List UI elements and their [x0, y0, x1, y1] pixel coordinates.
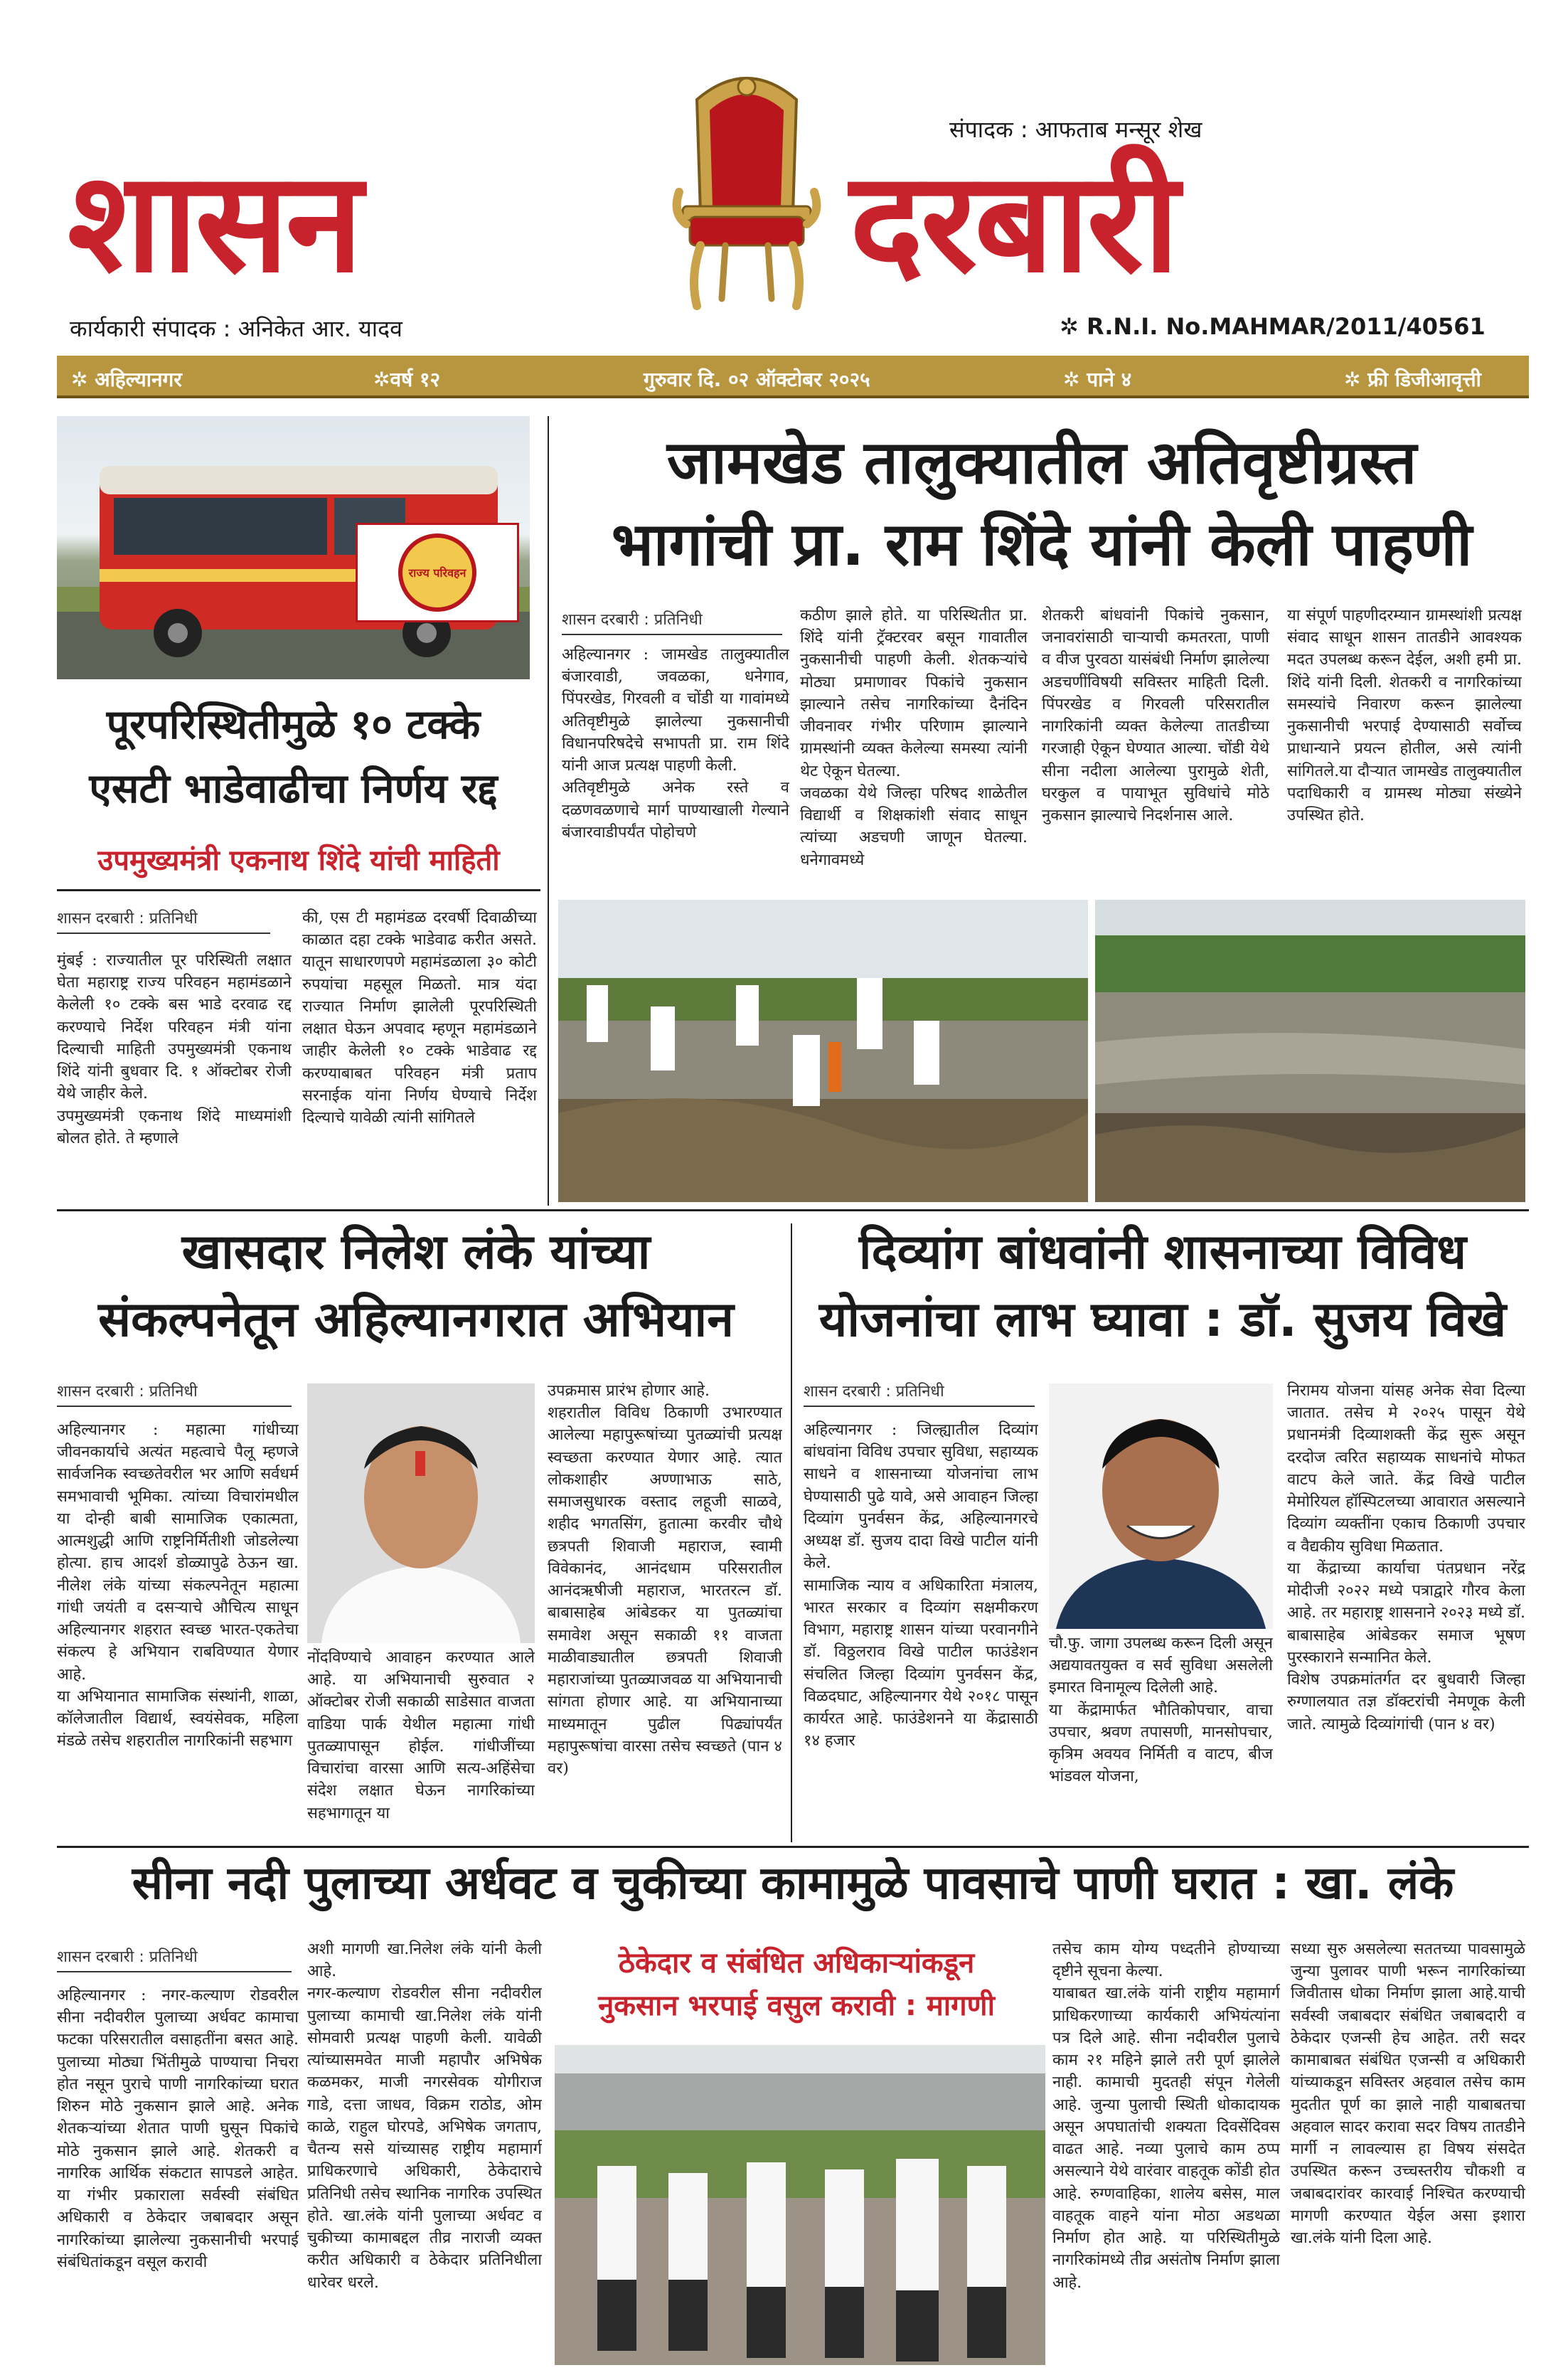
st-logo-badge — [356, 523, 519, 622]
editor-name: संपादक : आफताब मन्सूर शेख — [949, 116, 1202, 143]
story3-headline-line2: संकल्पनेतून अहिल्यानगरात अभियान — [98, 1292, 734, 1348]
info-city: ✲ अहिल्यानगर — [71, 368, 182, 391]
story5-col2: अशी मागणी खा.निलेश लंके यांनी केली आहे. नगर-कल्याण रोडवरील सीना नदीवरील पुलाच्या कामाची खा.निलेश लंके यांनी सोमवारी प्रत्यक्ष पाहणी केली. यावेळी त्यांच्यासमवेत माजी महापौर अभिषेक कळमकर, माजी नगरसेवक योगीराज गाडे, दत्ता जाधव, विक्रम राठोड, ओम काळे, राहुल घोरपडे, अभिषेक जगताप, चैतन्य ससे यांच्यासह राष्ट्रीय महामार्ग प्राधिकरणाचे अधिकारी, ठेकेदाराचे प्रतिनिधी तसेच स्थानिक नागरिक उपस्थित होते. खा.लंके यांनी पुलाच्या अर्धवट व चुकीच्या कामाबद्दल तीव्र नाराजी व्यक्त करीत अधिकारी व ठेकेदार प्रतिनिधीला धारेवर धरले. — [307, 1940, 542, 2292]
story4-headline-line1: दिव्यांग बांधवांनी शासनाच्या विविध — [858, 1224, 1467, 1280]
story1-col2: की, एस टी महामंडळ दरवर्षी दिवाळीच्या काळात दहा टक्के भाडेवाढ करीत असते. यातून साधारणपणे महामंडळाला ३० कोटी रुपयांचा महसूल मिळतो. मात्र यंदा राज्यात निर्माण झालेली पूरपरिस्थिती लक्षात घेऊन अपवाद म्हणून महामंडळाने जाहीर केलेली १० टक्के भाडेवाढ रद्द करण्याबाबत परिवहन मंत्री प्रताप सरनाईक यांना निर्णय घेण्याचे निर्देश दिल्याचे यावेळी त्यांनी सांगितले — [302, 909, 537, 1127]
story1-subhead: उपमुख्यमंत्री एकनाथ शिंदे यांची माहिती — [97, 844, 500, 877]
info-edition: ✲ फ्री डिजीआवृत्ती — [1344, 368, 1481, 391]
story4-col2: चौ.फु. जागा उपलब्ध करून दिली असून अद्ययावतयुक्त व सर्व सुविधा असलेली इमारत विनामूल्य दिलेली आहे. या केंद्रामार्फत भौतिकोपचार, वाचा उपचार, श्रवण तपासणी, मानसोपचार, कृत्रिम अवयव निर्मिती व वाटप, बीज भांडवल योजना, — [1049, 1635, 1273, 1786]
story5-subhead-line1: ठेकेदार व संबंधित अधिकाऱ्यांकडून — [618, 1947, 975, 1980]
story3-col1: अहिल्यानगर : महात्मा गांधीच्या जीवनकार्याचे अत्यंत महत्वाचे पैलू म्हणजे सार्वजनिक स्वच्छतेवरील भर आणि सर्वधर्म समभावाची भूमिका. त्यांच्या विचारांमधील या दोन्ही बाबी सामाजिक एकात्मता, आत्मशुद्धी आणि राष्ट्रनिर्मितीशी जोडलेल्या होत्या. हाच आदर्श डोळ्यापुढे ठेऊन खा. नीलेश लंके यांच्या संकल्पनेतून महात्मा गांधी जयंती व दसऱ्याचे औचित्य साधून अहिल्यानगर शहरात स्वच्छ भारत-एकतेचा संकल्प हे अभियान राबविण्यात येणार आहे. या अभियानात सामाजिक संस्थांनी, शाळा, कॉलेजातील विद्यार्थ, स्वयंसेवक, महिला मंडळे तसेच शहरातील नागरिकांनी सहभाग — [57, 1421, 299, 1751]
story3-byline: शासन दरबारी : प्रतिनिधी — [57, 1380, 292, 1407]
story5-col3: तसेच काम योग्य पध्दतीने होण्याच्या दृष्टीने सूचना केल्या. याबाबत खा.लंके यांनी राष्ट्रीय महामार्ग प्राधिकरणाच्या कार्यकारी अभियंत्यांना पत्र दिले आहे. सीना नदीवरील पुलाचे काम २१ महिने झाले तरी पूर्ण झालेले नाही. कामाची मुदतही संपून गेलेली आहे. जुन्या पुलाची स्थिती धोकादायक असून अपघातांची शक्यता दिवसेंदिवस वाढत आहे. नव्या पुलाचे काम ठप्प असल्याने येथे वारंवार वाहतूक कोंडी होत आहे. रुग्णवाहिका, शालेय बसेस, माल वाहतूक वाहने यांना मोठा अडथळा निर्माण होत आहे. या परिस्थितीमुळे नागरिकांमध्ये तीव्र असंतोष निर्माण झाला आहे. — [1052, 1940, 1280, 2292]
story5-col4: सध्या सुरु असलेल्या सततच्या पावसामुळे जुन्या पुलावर पाणी भरून नागरिकांच्या जिवीतास धोका निर्माण झाला आहे.याची सर्वस्वी जबाबदार संबंधित जबाबदारी व ठेकेदार एजन्सी हेच आहेत. तरी सदर कामाबाबत संबंधित एजन्सी व अधिकारी यांच्याकडून सविस्तर अहवाल तसेच काम मुदतीत पूर्ण का झाले नाही याबाबतचा अहवाल सादर करावा सदर विषय तातडीने मार्गी न लावल्यास हा विषय संसदेत उपस्थित करून उच्चस्तरीय चौकशी व जबाबदारांवर कारवाई निश्चित करण्याची मागणी करण्यात येईल असा इशारा खा.लंके यांनी दिला आहे. — [1291, 1940, 1525, 2248]
story5-byline: शासन दरबारी : प्रतिनिधी — [57, 1945, 292, 1972]
story5-subhead-line2: नुकसान भरपाई वसुल करावी : मागणी — [598, 1989, 995, 2022]
story2-col1: अहिल्यानगर : जामखेड तालुक्यातील बंजारवाडी, जवळका, धनेगाव, पिंपरखेड, गिरवली व चोंडी या गावांमध्ये अतिवृष्टीमुळे झालेल्या नुकसानीची विधानपरिषदेचे सभापती प्रा. राम शिंदे यांनी आज प्रत्यक्ष पाहणी केली. अतिवृष्टीमुळे अनेक रस्ते व दळणवळणाचे मार्ग पाण्याखाली गेल्याने बंजारवाडीपर्यंत पोहोचणे — [562, 646, 789, 841]
throne-chair-icon — [668, 71, 825, 313]
section-rule-1 — [57, 1209, 1529, 1211]
story3-col2: नोंदविण्याचे आवाहन करण्यात आले आहे. या अभियानाची सुरुवात २ ऑक्टोबर रोजी सकाळी साडेसात वाजता वाडिया पार्क येथील महात्मा गांधी पुतळ्यापासून होईल. गांधीजींच्या विचारांचा वारसा आणि सत्य-अहिंसेचा संदेश लक्षात घेऊन नागरिकांच्या सहभागातून या — [307, 1649, 535, 1822]
executive-editor: कार्यकारी संपादक : अनिकेत आर. यादव — [70, 315, 402, 342]
story1-headline-line2: एसटी भाडेवाढीचा निर्णय रद्द — [89, 765, 498, 812]
story5-headline: सीना नदी पुलाच्या अर्धवट व चुकीच्या कामामुळे पावसाचे पाणी घरात : खा. लंके — [132, 1857, 1454, 1910]
story4-col3: निरामय योजना यांसह अनेक सेवा दिल्या जातात. तसेच मे २०२५ पासून येथे प्रधानमंत्री दिव्याशक्ती केंद्र सुरू असून दरदोज त्वरित सहाय्यक साधनांचे मोफत वाटप केले जाते. केंद्र विखे पाटील मेमोरियल हॉस्पिटलच्या आवारात असल्याने दिव्यांग व्यक्तींना एकाच ठिकाणी उपचार व वैद्यकीय सुविधा मिळतात. या केंद्राच्या कार्याचा पंतप्रधान नरेंद्र मोदीजी २०२२ मध्ये पत्राद्वारे गौरव केला आहे. तर महाराष्ट्र शासनाने २०२३ मध्ये डॉ. बाबासाहेब आंबेडकर समाज भूषण पुरस्काराने सन्मानित केले. विशेष उपक्रमांतर्गत दर बुधवारी जिल्हा रुग्णालयात तज्ञ डॉक्टरांची नेमणूक केली जाते. त्यामुळे दिव्यांगांची (पान ४ वर) — [1287, 1382, 1525, 1733]
flood-river-photo — [1095, 900, 1525, 1202]
info-date: गुरुवार दि. ०२ ऑक्टोबर २०२५ — [644, 368, 870, 391]
story2-byline: शासन दरबारी : प्रतिनिधी — [562, 608, 782, 635]
story1-col1: मुंबई : राज्यातील पूर परिस्थिती लक्षात घेता महाराष्ट्र राज्य परिवहन महामंडळाने केलेली १० टक्के बस भाडे दरवाढ रद्द करण्याचे निर्देश परिवहन मंत्री यांना दिल्याची माहिती उपमुख्यमंत्री एकनाथ शिंदे यांनी बुधवार दि. १ ऑक्टोबर रोजी येथे जाहीर केले. उपमुख्यमंत्री एकनाथ शिंदे माध्यमांशी बोलत होते. ते म्हणाले — [57, 952, 292, 1147]
sujay-vikhe-photo — [1049, 1383, 1273, 1629]
story3-headline-line1: खासदार निलेश लंके यांच्या — [181, 1224, 651, 1280]
story2-col2: कठीण झाले होते. या परिस्थितीत प्रा. शिंदे यांनी ट्रॅक्टरवर बसून गावातील नुकसानीची पाहणी केली. शेतकऱ्यांचे मोठ्या प्रमाणावर पिकांचे नुकसान झाल्याने तसेच नागरिकांच्या दैनंदिन जीवनावर गंभीर परिणाम झाल्याने ग्रामस्थांनी व्यक्त केलेल्या समस्या त्यांनी थेट ऐकून घेतल्या. जवळका येथे जिल्हा परिषद शाळेतील विद्यार्थी व शिक्षकांशी संवाद साधून त्यांच्या अडचणी जाणून घेतल्या. धनेगावमध्ये — [800, 607, 1028, 869]
section-rule-2 — [57, 1846, 1529, 1848]
story4-col1: अहिल्यानगर : जिल्ह्यातील दिव्यांग बांधवांना विविध उपचार सुविधा, सहाय्यक साधने व शासनाच्या योजनांचा लाभ घेण्यासाठी पुढे यावे, असे आवाहन जिल्हा दिव्यांग पुनर्वसन केंद्र, अहिल्यानगरचे अध्यक्ष डॉ. सुजय दादा विखे पाटील यांनी केले. सामाजिक न्याय व अधिकारिता मंत्रालय, भारत सरकार व दिव्यांग सक्षमीकरण विभाग, महाराष्ट्र शासन यांच्या परवानगीने डॉ. विठ्ठलराव विखे पाटील फाउंडेशन संचलित जिल्हा दिव्यांग पुनर्वसन केंद्र, विळदघाट, अहिल्यानगर येथे २०१८ पासून कार्यरत आहे. फाउंडेशनने या केंद्रासाठी १४ हजार — [804, 1421, 1038, 1751]
nilesh-lanke-photo — [307, 1383, 535, 1643]
inspection-photo — [558, 900, 1088, 1202]
info-pages: ✲ पाने ४ — [1063, 368, 1132, 391]
story1-headline-line1: पूरपरिस्थितीमुळे १० टक्के — [106, 701, 481, 748]
story2-headline-line2: भागांची प्रा. राम शिंदे यांनी केली पाहणी — [611, 509, 1473, 579]
masthead-title-left: शासन — [68, 142, 361, 303]
story2-col4: या संपूर्ण पाहणीदरम्यान ग्रामस्थांशी प्रत्यक्ष संवाद साधून शासन तातडीने आवश्यक मदत उपलब्ध करून देईल, अशी हमी प्रा. शिंदे यांनी दिली. शेतकरी व नागरिकांच्या समस्यांचे निवारण करून झालेल्या नुकसानीची भरपाई देण्यासाठी सर्वोच्च प्राधान्याने प्रयत्न होतील, असे त्यांनी सांगितले.या दौऱ्यात जामखेड तालुक्यातील पदाधिकारी व ग्रामस्थ मोठ्या संख्येने उपस्थित होते. — [1287, 607, 1522, 825]
column-divider-mid — [791, 1223, 792, 1842]
bridge-inspection-photo — [555, 2045, 1045, 2365]
info-bar — [57, 356, 1529, 398]
story2-col3: शेतकरी बांधवांनी पिकांचे नुकसान, जनावरांसाठी चाऱ्याची कमतरता, पाणी व वीज पुरवठा यासंबंधी निर्माण झालेल्या अडचणींविषयी सविस्तर माहिती दिली. पिंपरखेड व गिरवली परिसरातील नागरिकांनी व्यक्त केलेल्या तातडीच्या गरजाही ऐकून घेण्यात आल्या. चोंडी येथे सीना नदीला आलेल्या पुरामुळे शेती, घरकुल व पायाभूत सुविधांचे मोठे नुकसान झाल्याचे निदर्शनास आले. — [1042, 607, 1269, 825]
story4-headline-line2: योजनांचा लाभ घ्यावा : डॉ. सुजय विखे — [818, 1292, 1507, 1348]
column-divider-top — [548, 416, 549, 1206]
story1-byline: शासन दरबारी : प्रतिनिधी — [57, 907, 270, 934]
story2-headline-line1: जामखेड तालुक्यातील अतिवृष्टीग्रस्त — [666, 427, 1417, 497]
bus-photo — [57, 416, 530, 679]
story4-byline: शासन दरबारी : प्रतिनिधी — [804, 1380, 1035, 1407]
masthead-title-right: दरबारी — [850, 142, 1177, 303]
story1-rule — [57, 889, 540, 891]
rni-number: ✲ R.N.I. No.MAHMAR/2011/40561 — [1060, 313, 1486, 340]
story3-col3: उपक्रमास प्रारंभ होणार आहे. शहरातील विविध ठिकाणी उभारण्यात आलेल्या महापुरूषांच्या पुतळ्यांची प्रत्यक्ष स्वच्छता करण्यात येणार आहे. त्यात लोकशाहीर अण्णाभाऊ साठे, समाजसुधारक वस्ताद लहूजी साळवे, शहीद भगतसिंग, हुतात्मा करवीर चौथे छत्रपती शिवाजी महाराज, स्वामी विवेकानंद, आनंदधाम परिसरातील आनंदऋषीजी महाराज, भारतरत्न डॉ. बाबासाहेब आंबेडकर या पुतळ्यांचा समावेश असून सकाळी ११ वाजता माळीवाड्यातील छत्रपती शिवाजी महाराजांच्या पुतळ्याजवळ या अभियानाची सांगता होणार आहे. या अभियानाच्या माध्यमातून पुढील पिढ्यांपर्यंत महापुरूषांचा वारसा तसेच स्वच्छते (पान ४ वर) — [548, 1382, 782, 1778]
st-logo-text: राज्य परिवहन — [398, 533, 476, 612]
info-year: ✲वर्ष १२ — [373, 368, 441, 391]
story5-col1: अहिल्यानगर : नगर-कल्याण रोडवरील सीना नदीवरील पुलाच्या अर्धवट कामाचा फटका परिसरातील वसाहतींना बसत आहे. पुलाच्या मोठ्या भिंतीमुळे पाण्याचा निचरा होत नसून पुराचे पाणी नागरिकांच्या घरात शिरुन मोठे नुकसान झाले आहे. अनेक शेतकऱ्यांच्या शेतात पाणी घुसून पिकांचे मोठे नुकसान झाले आहे. शेतकरी व नागरिक आर्थिक संकटात सापडले आहेत. या गंभीर प्रकाराला सर्वस्वी संबंधित अधिकारी व ठेकेदार जबाबदार असून नागरिकांच्या झालेल्या नुकसानीची भरपाई संबंधितांकडून वसूल करावी — [57, 1987, 299, 2271]
